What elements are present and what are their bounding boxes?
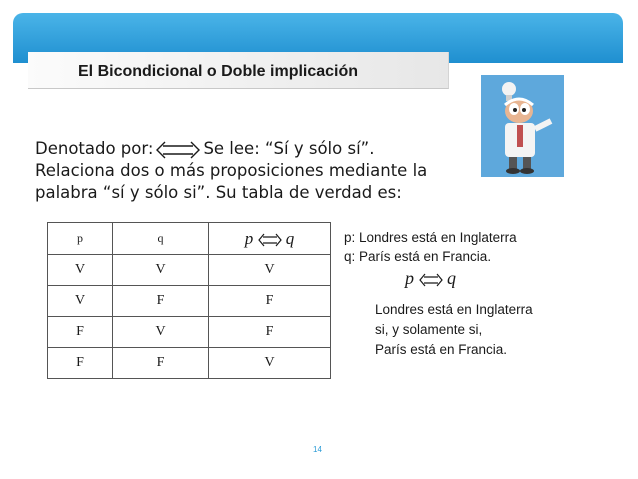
meaning-line: si, y solamente si, [375, 322, 483, 337]
table-row [48, 255, 331, 286]
cell-p: V [48, 255, 113, 286]
cell-result: F [209, 286, 331, 317]
double-arrow-icon [155, 141, 201, 159]
example-meaning [375, 300, 533, 360]
example-formula-q: q [447, 268, 456, 288]
table-row [48, 286, 331, 317]
header-q: q [113, 223, 209, 255]
denoted-prefix: Denotado por: [35, 139, 154, 158]
cell-q: F [113, 286, 209, 317]
example-definitions [344, 228, 517, 266]
cell-result: V [209, 348, 331, 379]
intro-text [35, 138, 427, 204]
scientist-figure [481, 75, 564, 177]
cell-p: F [48, 348, 113, 379]
cell-result: V [209, 255, 331, 286]
header-formula-p: p [244, 228, 254, 248]
intro-line-2: Relaciona dos o más proposiciones mediante la [35, 161, 428, 180]
meaning-line: París está en Francia. [375, 342, 508, 357]
intro-line-1 [35, 138, 427, 160]
slide-title: El Bicondicional o Doble implicación [78, 63, 359, 80]
header-p: p [48, 223, 113, 255]
cell-q: V [113, 317, 209, 348]
meaning-line: Londres está en Inglaterra [375, 302, 533, 317]
table-row [48, 317, 331, 348]
example-formula [405, 268, 456, 289]
biconditional-icon [258, 233, 282, 247]
p-definition: p: Londres está en Inglaterra [344, 230, 517, 245]
page-number: 14 [313, 445, 322, 454]
intro-line-3: palabra “sí y sólo si”. Su tabla de verdad es: [35, 183, 402, 202]
header-formula-q: q [285, 228, 295, 248]
header-formula [209, 223, 331, 255]
denoted-suffix: Se lee: “Sí y sólo sí”. [203, 139, 375, 158]
cell-q: V [113, 255, 209, 286]
q-definition: q: París está en Francia. [344, 249, 492, 264]
example-formula-p: p [405, 268, 414, 288]
cell-q: F [113, 348, 209, 379]
cell-p: F [48, 317, 113, 348]
table-header-row [48, 223, 331, 255]
table-row [48, 348, 331, 379]
cell-p: V [48, 286, 113, 317]
truth-table [47, 222, 331, 379]
cell-result: F [209, 317, 331, 348]
biconditional-icon [419, 273, 443, 287]
